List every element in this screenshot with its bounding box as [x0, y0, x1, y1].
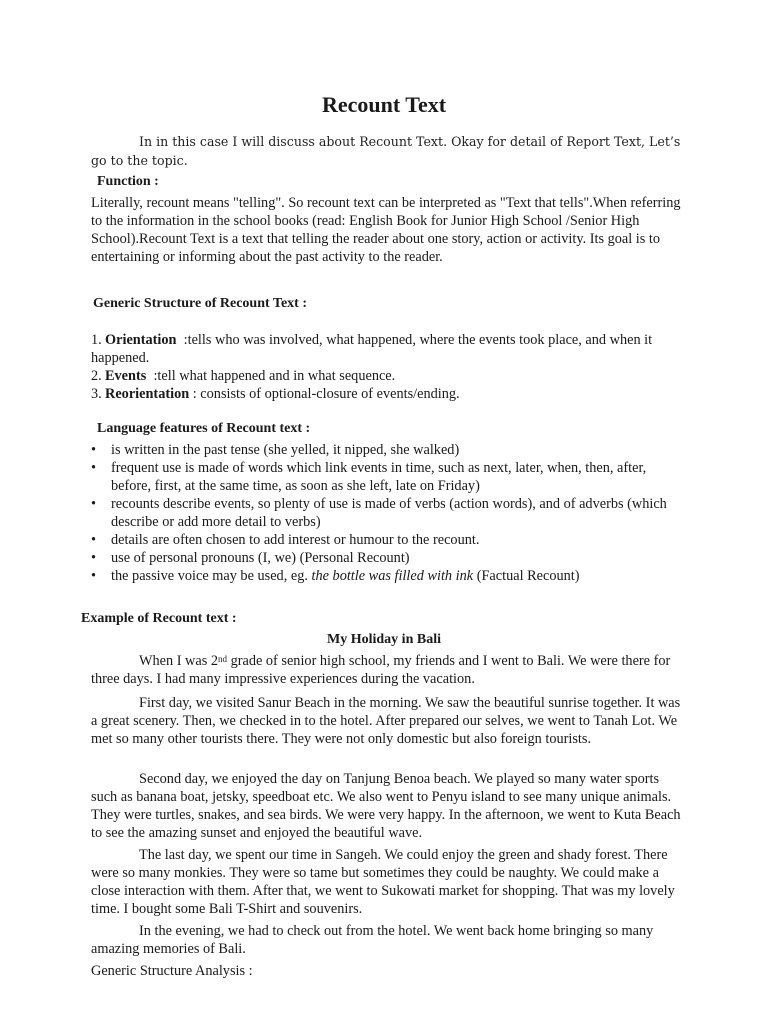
language-heading: Language features of Recount text : [97, 421, 311, 436]
item-term: Orientation [105, 332, 177, 348]
structure-item-events [91, 367, 681, 385]
structure-item-reorientation [91, 385, 681, 403]
story-paragraph-1 [91, 652, 681, 688]
item-desc: :tell what happened and in what sequence. [146, 368, 396, 384]
paragraph-text: grade of senior high school, my friends and I went to Bali. We were there for three days. I had many impressive experiences during the vacation. [91, 653, 671, 687]
item-number: 2. [91, 368, 102, 384]
function-text: Literally, recount means "telling". So recount text can be interpreted as "Text that tells".When referring to the information in the school books (read: English Book for Junior High School /Senior High School).Recount Text is a text that telling the reader about one story, action or activity. Its goal is to entertaining or informing about the past activity to the reader. [91, 195, 681, 265]
item-desc: : consists of optional-closure of events/ending. [189, 386, 460, 402]
story-title: My Holiday in Bali [327, 632, 441, 647]
bullet-example-italic: the bottle was filled with ink [311, 568, 474, 584]
item-number: 3. [91, 386, 102, 402]
structure-list [91, 331, 681, 403]
story-paragraph-2: First day, we visited Sanur Beach in the morning. We saw the beautiful sunrise together. It was a great scenery. Then, we checked in to the hotel. After prepared our selves, we went to Tanah Lot. We met so many other tourists there. They were not only domestic but also foreign tourists. [91, 695, 681, 747]
bullet-text: the passive voice may be used, eg. [111, 568, 312, 584]
function-heading: Function : [97, 174, 159, 189]
item-number: 1. [91, 332, 102, 348]
example-heading: Example of Recount text : [81, 611, 237, 626]
intro-paragraph: In in this case I will discuss about Recount Text. Okay for detail of Report Text, Let’s go to the topic. [91, 134, 681, 168]
bullet-text: (Factual Recount) [473, 568, 580, 584]
item-term: Events [105, 368, 147, 384]
ordinal-superscript: nd [218, 654, 228, 664]
list-item: • details are often chosen to add interest or humour to the recount. [91, 531, 681, 549]
list-item [91, 567, 681, 585]
language-bullet-list [91, 441, 681, 585]
structure-item-orientation [91, 331, 681, 367]
list-item: • use of personal pronouns (I, we) (Personal Recount) [91, 549, 681, 567]
structure-heading: Generic Structure of Recount Text : [93, 296, 307, 311]
story-paragraph-5: In the evening, we had to check out from the hotel. We went back home bringing so many amazing memories of Bali. [91, 923, 654, 957]
list-item: • is written in the past tense (she yelled, it nipped, she walked) [91, 441, 681, 459]
paragraph-text: When I was 2 [139, 653, 219, 669]
item-term: Reorientation [105, 386, 190, 402]
list-item: • frequent use is made of words which link events in time, such as next, later, when, then, after, before, first, at the same time, as soon as she left, late on Friday) [91, 459, 681, 495]
analysis-heading: Generic Structure Analysis : [91, 963, 253, 979]
story-paragraph-3: Second day, we enjoyed the day on Tanjung Benoa beach. We played so many water sports such as banana boat, jetsky, speedboat etc. We also went to Penyu island to see many unique animals. They were turtles, snakes, and sea birds. We were very happy. In the afternoon, we went to Kuta Beach to see the amazing sunset and enjoyed the beautiful wave. [91, 771, 681, 841]
list-item: • recounts describe events, so plenty of use is made of verbs (action words), and of adverbs (which describe or add more detail to verbs) [91, 495, 681, 531]
story-paragraph-4: The last day, we spent our time in Sangeh. We could enjoy the green and shady forest. There were so many monkies. They were so tame but sometimes they could be naughty. We could make a close interaction with them. After that, we went to Sukowati market for shopping. That was my lovely time. I bought some Bali T-Shirt and souvenirs. [91, 847, 675, 917]
page-title: Recount Text [321, 92, 447, 117]
item-desc: :tells who was involved, what happened, where the events took place, and when it happened. [91, 332, 656, 366]
